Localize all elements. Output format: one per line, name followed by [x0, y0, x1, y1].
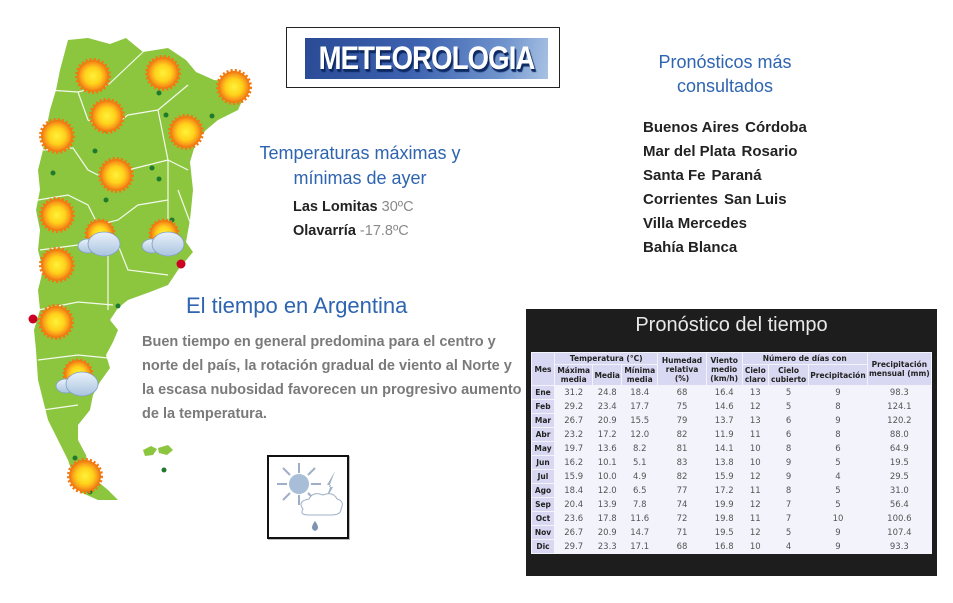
value-cell: 6 [769, 414, 808, 427]
value-cell: 68 [658, 386, 705, 399]
value-cell: 8 [769, 442, 808, 455]
value-cell: 16.4 [707, 386, 742, 399]
value-cell: 120.2 [868, 414, 931, 427]
value-cell: 88.0 [868, 428, 931, 441]
table-row [532, 526, 931, 539]
forecast-table-body [532, 386, 931, 553]
header-viento: Viento medio (km/h) [707, 353, 742, 385]
value-cell: 13.9 [593, 498, 621, 511]
value-cell: 10 [743, 442, 768, 455]
header-cielo-cubierto: Cielo cubierto [769, 365, 808, 385]
temperature-value: 30ºC [381, 199, 414, 215]
value-cell: 8 [809, 428, 866, 441]
value-cell: 81 [658, 442, 705, 455]
table-row [532, 540, 931, 553]
value-cell: 23.2 [555, 428, 592, 441]
value-cell: 9 [769, 470, 808, 483]
city-link-parana[interactable]: Paraná [711, 167, 762, 184]
value-cell: 29.5 [868, 470, 931, 483]
sun-icon [77, 60, 109, 92]
value-cell: 11 [743, 428, 768, 441]
month-cell: Oct [532, 512, 554, 525]
value-cell: 17.8 [593, 512, 621, 525]
header-precip-mensual: Precipitación mensual (mm) [868, 353, 931, 385]
value-cell: 23.6 [555, 512, 592, 525]
value-cell: 26.7 [555, 414, 592, 427]
value-cell: 9 [769, 456, 808, 469]
argentina-weather-title: El tiempo en Argentina [186, 293, 408, 318]
value-cell: 8 [769, 484, 808, 497]
value-cell: 19.5 [707, 526, 742, 539]
forecast-panel [526, 309, 937, 576]
value-cell: 74 [658, 498, 705, 511]
value-cell: 5 [809, 456, 866, 469]
table-row [532, 470, 931, 483]
value-cell: 23.4 [593, 400, 621, 413]
value-cell: 19.7 [555, 442, 592, 455]
month-cell: Dic [532, 540, 554, 553]
city-link-cordoba[interactable]: Córdoba [745, 119, 807, 136]
value-cell: 9 [809, 386, 866, 399]
city-link-rosario[interactable]: Rosario [741, 143, 798, 160]
value-cell: 14.1 [707, 442, 742, 455]
argentina-weather-map[interactable] [18, 30, 258, 510]
table-row [532, 498, 931, 511]
value-cell: 7 [769, 498, 808, 511]
city-link-corrientes[interactable]: Corrientes [643, 191, 719, 208]
value-cell: 5 [809, 484, 866, 497]
value-cell: 7 [769, 512, 808, 525]
value-cell: 100.6 [868, 512, 931, 525]
value-cell: 12 [743, 498, 768, 511]
table-row [532, 414, 931, 427]
value-cell: 13 [743, 414, 768, 427]
value-cell: 17.7 [622, 400, 657, 413]
header-humedad: Humedad relativa (%) [658, 353, 705, 385]
city-link-san-luis[interactable]: San Luis [724, 191, 787, 208]
month-cell: Ene [532, 386, 554, 399]
value-cell: 14.6 [707, 400, 742, 413]
city-link-santa-fe[interactable]: Santa Fe [643, 167, 706, 184]
value-cell: 98.3 [868, 386, 931, 399]
value-cell: 93.3 [868, 540, 931, 553]
value-cell: 9 [809, 414, 866, 427]
header-maxima: Máxima media [555, 365, 592, 385]
value-cell: 31.2 [555, 386, 592, 399]
value-cell: 9 [809, 540, 866, 553]
month-cell: Nov [532, 526, 554, 539]
value-cell: 19.5 [868, 456, 931, 469]
temperatures-title-line1: Temperaturas máximas y [259, 143, 461, 163]
value-cell: 124.1 [868, 400, 931, 413]
city-link-villa-mercedes[interactable]: Villa Mercedes [643, 215, 747, 232]
value-cell: 77 [658, 484, 705, 497]
logo-text: METEOROLOGIA [318, 40, 535, 76]
forecast-table [531, 352, 932, 554]
value-cell: 18.4 [622, 386, 657, 399]
value-cell: 13.8 [707, 456, 742, 469]
month-cell: Abr [532, 428, 554, 441]
value-cell: 13.6 [593, 442, 621, 455]
value-cell: 6.5 [622, 484, 657, 497]
meteorologia-logo[interactable] [305, 38, 548, 79]
weather-symbols-icon [269, 457, 347, 537]
value-cell: 19.8 [707, 512, 742, 525]
value-cell: 4.9 [622, 470, 657, 483]
value-cell: 16.8 [707, 540, 742, 553]
value-cell: 13 [743, 386, 768, 399]
popular-forecasts-title [640, 50, 810, 98]
month-cell: May [532, 442, 554, 455]
value-cell: 16.2 [555, 456, 592, 469]
value-cell: 56.4 [868, 498, 931, 511]
weather-symbols-button[interactable] [267, 455, 349, 539]
value-cell: 12 [743, 470, 768, 483]
value-cell: 31.0 [868, 484, 931, 497]
value-cell: 20.9 [593, 526, 621, 539]
value-cell: 10 [743, 540, 768, 553]
value-cell: 20.4 [555, 498, 592, 511]
value-cell: 10.1 [593, 456, 621, 469]
value-cell: 15.9 [555, 470, 592, 483]
popular-title-line1: Pronósticos más [658, 52, 792, 72]
value-cell: 5 [769, 386, 808, 399]
value-cell: 20.9 [593, 414, 621, 427]
value-cell: 12.0 [593, 484, 621, 497]
header-precipitacion: Precipitación [809, 365, 866, 385]
month-cell: Mar [532, 414, 554, 427]
month-cell: Jun [532, 456, 554, 469]
temperatures-title-line2: mínimas de ayer [293, 168, 427, 188]
value-cell: 79 [658, 414, 705, 427]
temperature-city[interactable]: Olavarría [293, 223, 356, 239]
header-dias: Número de días con [743, 353, 867, 364]
value-cell: 17.2 [707, 484, 742, 497]
forecast-title: Pronóstico del tiempo [635, 314, 828, 336]
temperature-item [293, 195, 414, 219]
value-cell: 75 [658, 400, 705, 413]
header-cielo-claro: Cielo claro [743, 365, 768, 385]
temperatures-title [246, 141, 474, 191]
header-media: Media [593, 365, 621, 385]
value-cell: 10 [809, 512, 866, 525]
value-cell: 12 [743, 400, 768, 413]
value-cell: 11.9 [707, 428, 742, 441]
value-cell: 24.8 [593, 386, 621, 399]
value-cell: 83 [658, 456, 705, 469]
value-cell: 5 [769, 400, 808, 413]
value-cell: 5 [809, 498, 866, 511]
value-cell: 82 [658, 470, 705, 483]
value-cell: 10.0 [593, 470, 621, 483]
value-cell: 18.4 [555, 484, 592, 497]
table-row [532, 400, 931, 413]
value-cell: 10 [743, 456, 768, 469]
value-cell: 72 [658, 512, 705, 525]
value-cell: 6 [769, 428, 808, 441]
value-cell: 11 [743, 484, 768, 497]
temperature-item [293, 219, 414, 243]
value-cell: 15.9 [707, 470, 742, 483]
value-cell: 14.7 [622, 526, 657, 539]
value-cell: 5 [769, 526, 808, 539]
value-cell: 107.4 [868, 526, 931, 539]
value-cell: 4 [809, 470, 866, 483]
table-row [532, 442, 931, 455]
table-row [532, 456, 931, 469]
city-link-mar-del-plata[interactable]: Mar del Plata [643, 143, 736, 160]
value-cell: 71 [658, 526, 705, 539]
city-link-bahia-blanca[interactable]: Bahía Blanca [643, 239, 738, 256]
value-cell: 9 [809, 526, 866, 539]
value-cell: 17.2 [593, 428, 621, 441]
value-cell: 5.1 [622, 456, 657, 469]
month-cell: Feb [532, 400, 554, 413]
header-mes: Mes [532, 353, 554, 385]
temperatures-list [293, 195, 414, 243]
value-cell: 82 [658, 428, 705, 441]
month-cell: Jul [532, 470, 554, 483]
value-cell: 7.8 [622, 498, 657, 511]
value-cell: 17.1 [622, 540, 657, 553]
value-cell: 8.2 [622, 442, 657, 455]
table-row [532, 386, 931, 399]
month-cell: Ago [532, 484, 554, 497]
table-row [532, 428, 931, 441]
value-cell: 13.7 [707, 414, 742, 427]
value-cell: 15.5 [622, 414, 657, 427]
value-cell: 19.9 [707, 498, 742, 511]
city-link-buenos-aires[interactable]: Buenos Aires [643, 119, 740, 136]
table-row [532, 512, 931, 525]
value-cell: 68 [658, 540, 705, 553]
month-cell: Sep [532, 498, 554, 511]
value-cell: 11 [743, 512, 768, 525]
value-cell: 12 [743, 526, 768, 539]
header-temperatura: Temperatura (°C) [555, 353, 657, 364]
popular-forecasts-list [643, 116, 813, 260]
header-minima: Mínima media [622, 365, 657, 385]
value-cell: 29.2 [555, 400, 592, 413]
temperature-city[interactable]: Las Lomitas [293, 199, 378, 215]
popular-title-line2: consultados [676, 76, 774, 96]
value-cell: 8 [809, 400, 866, 413]
table-row [532, 484, 931, 497]
value-cell: 11.6 [622, 512, 657, 525]
argentina-weather-text: Buen tiempo en general predomina para el centro y norte del país, la rotación gradual de viento al Norte y la escasa nubosidad favorecen un progresivo aumento de la temperatura. [142, 334, 522, 422]
value-cell: 26.7 [555, 526, 592, 539]
value-cell: 23.3 [593, 540, 621, 553]
value-cell: 6 [809, 442, 866, 455]
value-cell: 4 [769, 540, 808, 553]
temperature-value: -17.8ºC [359, 223, 409, 239]
logo-frame [286, 27, 560, 88]
value-cell: 12.0 [622, 428, 657, 441]
value-cell: 64.9 [868, 442, 931, 455]
value-cell: 29.7 [555, 540, 592, 553]
